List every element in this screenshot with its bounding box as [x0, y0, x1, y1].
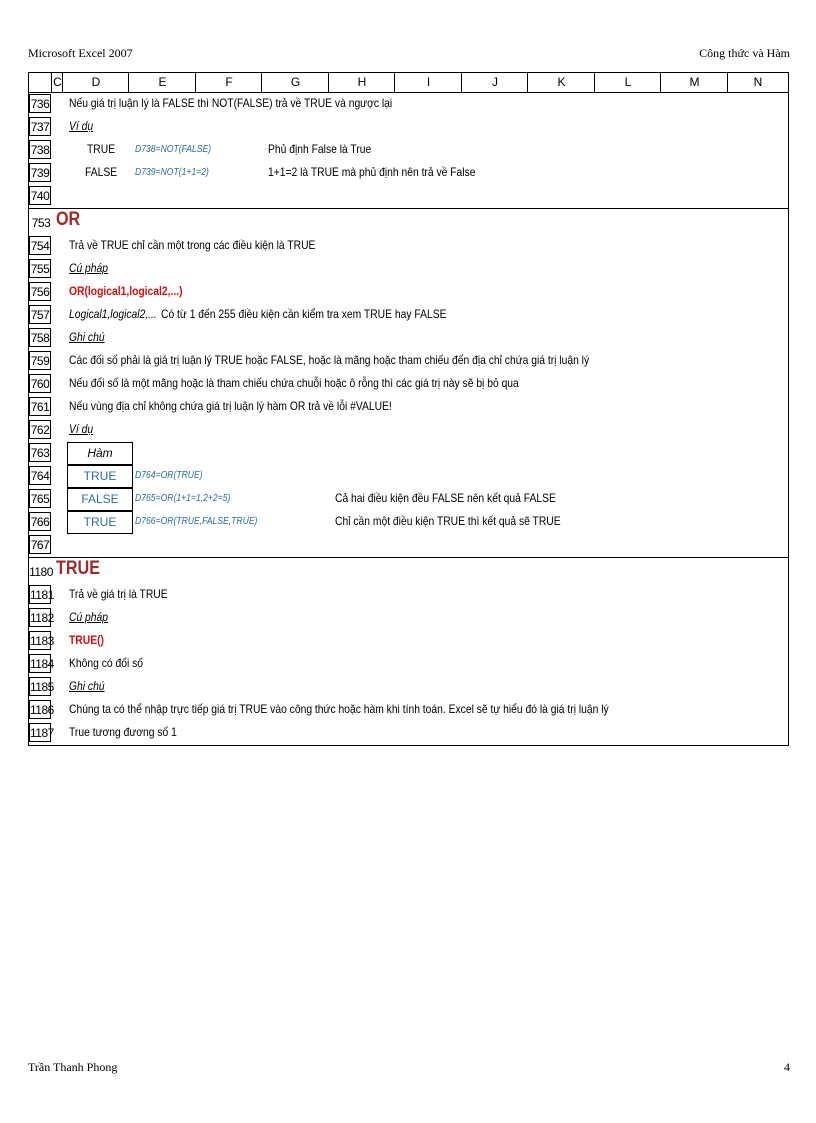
row-764 — [29, 465, 788, 488]
cell-text: Chúng ta có thể nhập trực tiếp giá trị TRUE vào công thức hoặc hàm khi tính toán. Excel sẽ tự hiểu đó là giá trị luận lý — [69, 702, 609, 716]
row-number: 1185 — [29, 677, 51, 696]
row-1180 — [29, 558, 788, 584]
formula-text: D766=OR(TRUE,FALSE,TRUE) — [135, 516, 258, 527]
row-739 — [29, 162, 788, 185]
cell-text: Các đối số phải là giá trị luận lý TRUE hoặc FALSE, hoặc là mãng hoặc tham chiếu đến địa chỉ chứa giá trị luận lý — [69, 353, 590, 367]
column-header: K — [527, 73, 595, 92]
row-number: 765 — [29, 489, 51, 508]
column-header: M — [660, 73, 728, 92]
row-number: 739 — [29, 163, 51, 182]
page-header-left: Microsoft Excel 2007 — [28, 46, 133, 60]
row-766 — [29, 511, 788, 534]
formula-text: D765=OR(1+1=1,2+2=5) — [135, 493, 231, 504]
column-header: D — [62, 73, 129, 92]
row-761 — [29, 396, 788, 419]
note-text: Phủ định False là True — [268, 142, 372, 156]
row-762 — [29, 419, 788, 442]
column-header: F — [195, 73, 262, 92]
row-760 — [29, 373, 788, 396]
row-number: 738 — [29, 140, 51, 159]
formula-text: D739=NOT(1+1=2) — [135, 167, 209, 178]
row-number: 737 — [29, 117, 51, 136]
cell-text: True tương đương số 1 — [69, 725, 177, 739]
cell-text: Nếu giá trị luận lý là FALSE thì NOT(FALSE) trả về TRUE và ngược lại — [69, 96, 393, 110]
result-value: FALSE — [85, 165, 118, 179]
column-header: I — [394, 73, 462, 92]
row-number: 759 — [29, 351, 51, 370]
row-number: 1182 — [29, 608, 51, 627]
notes-label: Ghi chú — [69, 679, 105, 693]
section-title: OR — [56, 209, 81, 230]
row-number: 760 — [29, 374, 51, 393]
or-section — [28, 209, 789, 558]
row-738 — [29, 139, 788, 162]
row-754 — [29, 235, 788, 258]
note-text: Chỉ cần một điều kiện TRUE thì kết quả sẽ TRUE — [335, 514, 561, 528]
syntax-label: Cú pháp — [69, 261, 109, 275]
column-header: H — [328, 73, 395, 92]
page-header-right: Công thức và Hàm — [699, 46, 790, 60]
row-757 — [29, 304, 788, 327]
column-header: N — [727, 73, 788, 92]
row-number: 767 — [29, 535, 51, 554]
row-737 — [29, 116, 788, 139]
row-number: 736 — [29, 94, 51, 113]
result-value: FALSE — [67, 488, 133, 511]
formula-text: D738=NOT(FALSE) — [135, 144, 212, 155]
row-number: 764 — [29, 466, 51, 485]
spreadsheet — [28, 72, 789, 746]
cell-text: Nếu vùng địa chỉ không chứa giá trị luận lý hàm OR trả về lỗi #VALUE! — [69, 399, 392, 413]
row-number: 1184 — [29, 654, 51, 673]
row-763 — [29, 442, 788, 465]
column-header: G — [261, 73, 329, 92]
row-1181 — [29, 584, 788, 607]
column-header: J — [461, 73, 528, 92]
cell-text: Nếu đối số là một mãng hoặc là tham chiếu chứa chuỗi hoặc ô rỗng thì các giá trị này sẽ bị bỏ qua — [69, 376, 519, 390]
example-label: Ví dụ — [69, 119, 94, 133]
cell-text: Trả về TRUE chỉ cần một trong các điều kiện là TRUE — [69, 238, 316, 252]
result-value: TRUE — [67, 465, 133, 488]
row-number: 740 — [29, 186, 51, 205]
row-759 — [29, 350, 788, 373]
section-title: TRUE — [56, 558, 100, 579]
page-number: 4 — [784, 1060, 790, 1074]
row-number: 753 — [31, 216, 51, 230]
row-1187 — [29, 722, 788, 745]
column-header: L — [594, 73, 661, 92]
row-756 — [29, 281, 788, 304]
row-number: 758 — [29, 328, 51, 347]
row-767 — [29, 534, 788, 557]
not-section — [28, 93, 789, 209]
row-number: 1181 — [29, 585, 51, 604]
note-text: 1+1=2 là TRUE mà phủ định nên trả về False — [268, 165, 476, 179]
argument-description: Có từ 1 đến 255 điều kiện cần kiểm tra xem TRUE hay FALSE — [161, 307, 447, 321]
row-number: 1186 — [29, 700, 51, 719]
column-header-row — [28, 72, 789, 93]
row-number: 755 — [29, 259, 51, 278]
syntax-text: TRUE() — [69, 633, 104, 647]
row-1184 — [29, 653, 788, 676]
row-number: 1187 — [29, 723, 51, 742]
cell-text: Không có đối số — [69, 656, 144, 670]
result-value: TRUE — [67, 511, 133, 534]
formula-text: D764=OR(TRUE) — [135, 470, 203, 481]
row-number: 1180 — [29, 565, 53, 579]
column-header: C — [51, 73, 63, 92]
row-number: 766 — [29, 512, 51, 531]
note-text: Cả hai điều kiện đều FALSE nên kết quả FALSE — [335, 491, 556, 505]
notes-label: Ghi chú — [69, 330, 105, 344]
row-number: 763 — [29, 443, 51, 462]
row-740 — [29, 185, 788, 208]
page-footer-author: Trần Thanh Phong — [28, 1060, 118, 1074]
argument-name: Logical1,logical2,... — [69, 307, 157, 321]
row-1182 — [29, 607, 788, 630]
row-736 — [29, 93, 788, 116]
row-number: 1183 — [29, 631, 51, 650]
cell-text: Trả về giá trị là TRUE — [69, 587, 168, 601]
row-1183 — [29, 630, 788, 653]
row-755 — [29, 258, 788, 281]
syntax-label: Cú pháp — [69, 610, 109, 624]
row-number: 762 — [29, 420, 51, 439]
row-758 — [29, 327, 788, 350]
result-value: TRUE — [87, 142, 116, 156]
row-number: 754 — [29, 236, 51, 255]
column-header: E — [128, 73, 196, 92]
true-section — [28, 558, 789, 746]
row-number: 757 — [29, 305, 51, 324]
row-number: 761 — [29, 397, 51, 416]
example-label: Ví dụ — [69, 422, 94, 436]
row-number: 756 — [29, 282, 51, 301]
row-765 — [29, 488, 788, 511]
row-1186 — [29, 699, 788, 722]
row-1185 — [29, 676, 788, 699]
table-header-cell: Hàm — [67, 442, 133, 465]
syntax-text: OR(logical1,logical2,...) — [69, 284, 183, 298]
row-753 — [29, 209, 788, 235]
